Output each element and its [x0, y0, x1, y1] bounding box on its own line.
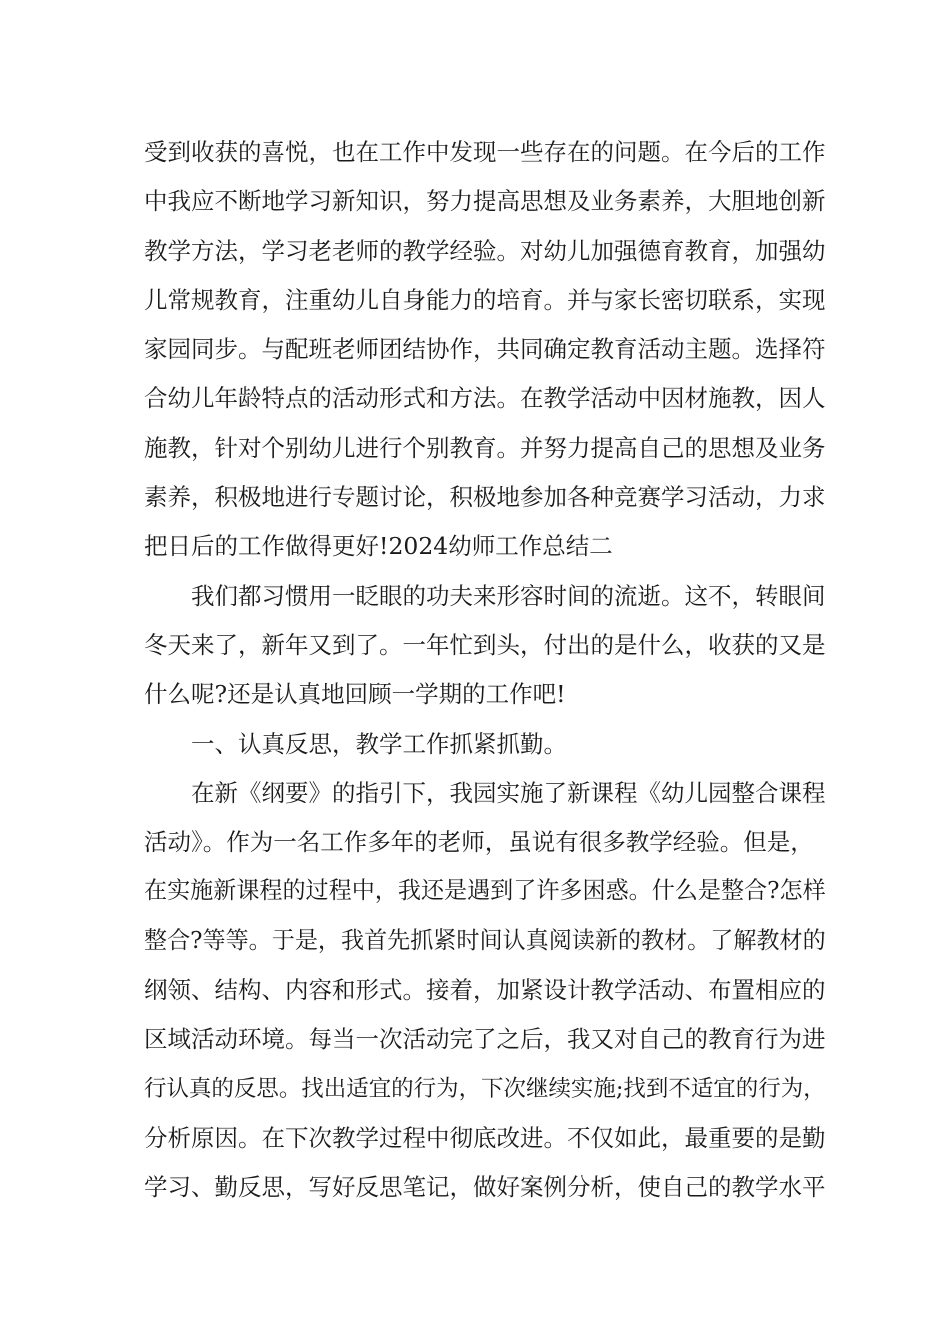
text-line: 学习、勤反思，写好反思笔记，做好案例分析，使自己的教学水平 [144, 1173, 826, 1202]
text-line: 什么呢?还是认真地回顾一学期的工作吧! [144, 680, 566, 709]
text-line: 把日后的工作做得更好!2024幼师工作总结二 [144, 532, 613, 561]
text-line: 行认真的反思。找出适宜的行为，下次继续实施;找到不适宜的行为， [144, 1075, 826, 1102]
text-line: 一、认真反思，教学工作抓紧抓勤。 [191, 729, 567, 758]
text-line: 合幼儿年龄特点的活动形式和方法。在教学活动中因材施教，因人 [144, 384, 826, 413]
text-line: 素养，积极地进行专题讨论，积极地参加各种竞赛学习活动，力求 [144, 483, 826, 512]
text-line: 在新《纲要》的指引下，我园实施了新课程《幼儿园整合课程 [191, 778, 826, 807]
text-line: 施教，针对个别幼儿进行个别教育。并努力提高自己的思想及业务 [144, 433, 826, 462]
text-line: 家园同步。与配班老师团结协作，共同确定教育活动主题。选择符 [144, 335, 826, 364]
text-line: 我们都习惯用一眨眼的功夫来形容时间的流逝。这不，转眼间 [191, 581, 826, 610]
text-line: 儿常规教育，注重幼儿自身能力的培育。并与家长密切联系，实现 [144, 285, 826, 314]
document-body [144, 128, 824, 1213]
text-line: 受到收获的喜悦，也在工作中发现一些存在的问题。在今后的工作 [144, 138, 826, 166]
text-line: 教学方法，学习老老师的教学经验。对幼儿加强德育教育，加强幼 [144, 236, 826, 265]
text-line: 活动》。作为一名工作多年的老师，虽说有很多教学经验。但是， [144, 828, 814, 857]
text-line: 整合?等等。于是，我首先抓紧时间认真阅读新的教材。了解教材的 [144, 927, 826, 954]
text-line: 纲领、结构、内容和形式。接着，加紧设计教学活动、布置相应的 [144, 976, 826, 1005]
text-line: 在实施新课程的过程中，我还是遇到了许多困惑。什么是整合?怎样 [144, 878, 826, 905]
text-line: 冬天来了，新年又到了。一年忙到头，付出的是什么，收获的又是 [144, 630, 826, 659]
text-line: 分析原因。在下次教学过程中彻底改进。不仅如此，最重要的是勤 [144, 1123, 826, 1152]
text-line: 区域活动环境。每当一次活动完了之后，我又对自己的教育行为进 [144, 1025, 826, 1054]
text-line: 中我应不断地学习新知识，努力提高思想及业务素养，大胆地创新 [144, 187, 826, 216]
